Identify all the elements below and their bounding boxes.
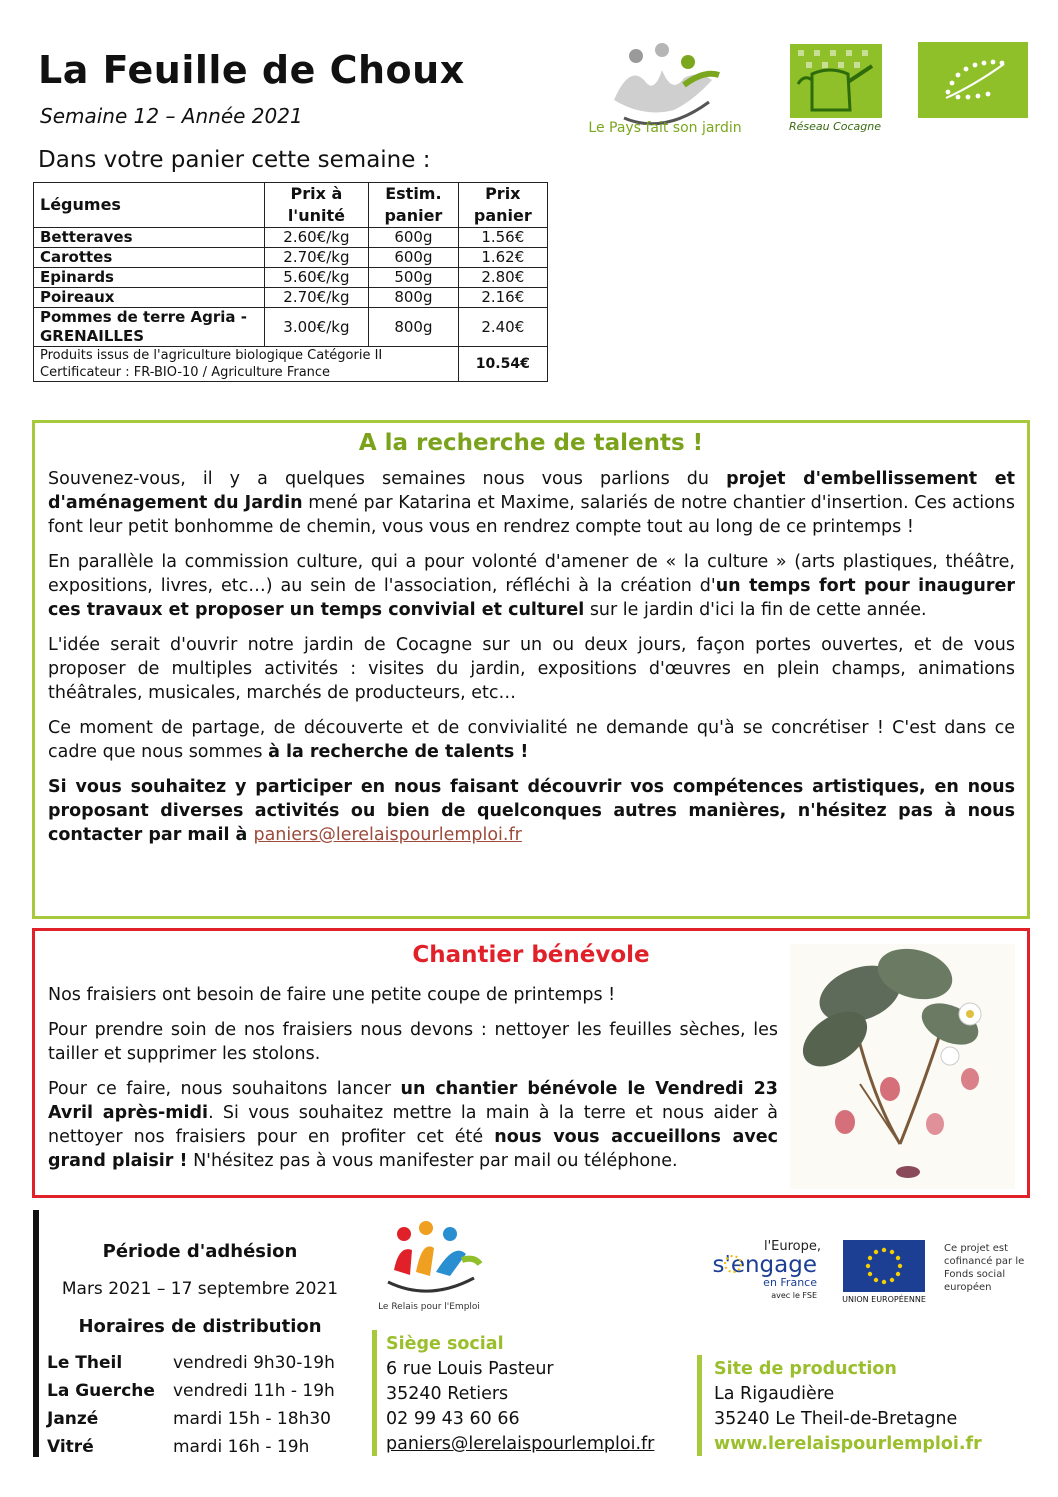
head-office-phone: 02 99 43 60 66 xyxy=(386,1409,520,1429)
eu-label: UNION EUROPÉENNE xyxy=(842,1295,926,1304)
chantier-paragraph-1: Nos fraisiers ont besoin de faire une petite coupe de printemps ! xyxy=(48,985,616,1005)
text-run-bold: projet d'embellissement et d'aménagement du Jardin xyxy=(48,469,1016,513)
schedule-time: vendredi 11h - 19h xyxy=(173,1381,335,1401)
table-header: Prix panier xyxy=(458,183,547,228)
table-row xyxy=(34,268,548,288)
basket-price: 1.62€ xyxy=(458,248,547,268)
unit-price: 2.70€/kg xyxy=(264,248,369,268)
schedule-place: La Guerche xyxy=(47,1381,155,1401)
table-header-row xyxy=(34,183,548,228)
table-header: Prix à l'unité xyxy=(264,183,369,228)
table-footer-row xyxy=(34,347,548,382)
eu-flag-icon xyxy=(843,1240,925,1292)
production-site-title: Site de production xyxy=(714,1359,897,1379)
unit-price: 5.60€/kg xyxy=(264,268,369,288)
europe-engage-line2: s'engage xyxy=(712,1252,817,1278)
week-subtitle: Semaine 12 – Année 2021 xyxy=(40,104,303,128)
schedule-row xyxy=(47,1349,335,1377)
text-run: En parallèle la commission culture, qui a pour volonté d'amener de « la culture » (arts plastiques, théâtre, expositions, livres, etc…) au sein de l'association, réfléchi à la création d' xyxy=(48,552,1015,596)
chantier-paragraph-3 xyxy=(48,1077,778,1173)
text-run-bold: nous vous accueillons avec grand plaisir ! xyxy=(48,1127,778,1171)
production-site-place: La Rigaudière xyxy=(714,1384,835,1404)
schedule-time: mardi 15h - 18h30 xyxy=(173,1409,331,1429)
europe-engage-line3: en France xyxy=(763,1276,817,1289)
talents-text xyxy=(48,467,1015,858)
schedule-row xyxy=(47,1405,335,1433)
page-title: La Feuille de Choux xyxy=(38,48,465,92)
talents-paragraph-3: L'idée serait d'ouvrir notre jardin de Cocagne sur un ou deux jours, façon portes ouvertes, et de vous proposer de multiples activités : visites du jardin, expositions d'œuvres en plein champs, animations théâtrales, musicales, marchés de producteurs, etc… xyxy=(48,635,1015,703)
schedule-place: Vitré xyxy=(47,1437,94,1457)
certification-note-line1: Produits issus de l'agriculture biologique Catégorie II xyxy=(40,348,383,363)
head-office-address xyxy=(386,1332,654,1457)
contact-email-link[interactable]: paniers@lerelaispourlemploi.fr xyxy=(253,825,522,845)
text-run: N'hésitez pas à vous manifester par mail ou téléphone. xyxy=(187,1151,678,1171)
pays-jardin-caption: Le Pays fait son jardin xyxy=(588,120,742,136)
vegetable-name: Carottes xyxy=(34,248,265,268)
text-run: Pour ce faire, nous souhaitons lancer xyxy=(48,1079,401,1099)
distribution-hours-title: Horaires de distribution xyxy=(78,1316,322,1337)
footer-divider xyxy=(33,1210,39,1457)
head-office-title: Siège social xyxy=(386,1334,504,1354)
table-header: Estim. panier xyxy=(369,183,458,228)
text-run: . Si vous souhaitez mettre la main à la terre et nous aider à nettoyer nos fraisiers pour en profiter cet été xyxy=(48,1103,778,1147)
text-run-bold: un temps fort pour inaugurer ces travaux et proposer un temps convivial et culturel xyxy=(48,576,1015,620)
schedule-place: Le Theil xyxy=(47,1353,123,1373)
talents-title: A la recherche de talents ! xyxy=(358,430,704,456)
talents-paragraph-4 xyxy=(48,716,1015,764)
talents-paragraph-1 xyxy=(48,467,1015,539)
table-header: Légumes xyxy=(34,183,265,228)
chantier-paragraph-2: Pour prendre soin de nos fraisiers nous devons : nettoyer les feuilles sèches, les tailler et supprimer les stolons. xyxy=(48,1020,778,1064)
text-run-bold: Si vous souhaitez y participer en nous faisant découvrir vos compétences artistiques, en nous proposant diverses activités ou bien de quelconques autres manières, n'hésitez pas à nous contacter par mail à xyxy=(48,777,1015,845)
reseau-cocagne-caption: Réseau Cocagne xyxy=(788,120,882,133)
distribution-schedule xyxy=(47,1349,335,1461)
head-office-street: 6 rue Louis Pasteur xyxy=(386,1359,554,1379)
certification-note xyxy=(34,347,459,382)
schedule-row xyxy=(47,1433,335,1461)
production-site-city: 35240 Le Theil-de-Bretagne xyxy=(714,1409,958,1429)
europe-engage-line1: l'Europe, xyxy=(763,1239,821,1254)
estimate: 600g xyxy=(369,228,458,248)
text-run: sur le jardin d'ici la fin de cette année. xyxy=(584,600,927,620)
unit-price: 3.00€/kg xyxy=(264,308,369,347)
estimate: 600g xyxy=(369,248,458,268)
eu-cofinancing-note: Ce projet est cofinancé par le Fonds social européen xyxy=(944,1243,1025,1293)
schedule-place: Janzé xyxy=(47,1409,99,1429)
talents-paragraph-5 xyxy=(48,775,1015,847)
relais-emploi-logo xyxy=(374,1220,484,1306)
eu-organic-logo xyxy=(918,42,1028,118)
talents-paragraph-2 xyxy=(48,550,1015,622)
membership-period-title: Période d'adhésion xyxy=(102,1241,298,1262)
table-row xyxy=(34,228,548,248)
table-row xyxy=(34,248,548,268)
chantier-text xyxy=(48,983,778,1184)
unit-price: 2.60€/kg xyxy=(264,228,369,248)
estimate: 800g xyxy=(369,308,458,347)
address-divider xyxy=(697,1355,702,1456)
text-run-bold: à la recherche de talents ! xyxy=(268,742,529,762)
basket-total: 10.54€ xyxy=(458,347,547,382)
chantier-title: Chantier bénévole xyxy=(412,942,650,968)
text-run: Souvenez-vous, il y a quelques semaines nous vous parlions du xyxy=(48,469,727,489)
address-divider xyxy=(372,1330,377,1456)
text-run: mené par Katarina et Maxime, salariés de notre chantier d'insertion. Ces actions font leur petit bonhomme de chemin, vous vous en rendrez compte tout au long de ce printemps ! xyxy=(48,493,1015,537)
vegetable-name: Poireaux xyxy=(34,288,265,308)
estimate: 500g xyxy=(369,268,458,288)
europe-engage-line4: avec le FSE xyxy=(771,1291,817,1300)
basket-heading: Dans votre panier cette semaine : xyxy=(38,147,431,173)
head-office-city: 35240 Retiers xyxy=(386,1384,509,1404)
basket-price: 2.80€ xyxy=(458,268,547,288)
vegetable-name: Epinards xyxy=(34,268,265,288)
table-row xyxy=(34,308,548,347)
basket-price: 2.40€ xyxy=(458,308,547,347)
unit-price: 2.70€/kg xyxy=(264,288,369,308)
europe-engage-logo xyxy=(705,1238,823,1302)
text-run: Ce moment de partage, de découverte et de convivialité ne demande qu'à se concrétiser ! C'est dans ce cadre que nous sommes xyxy=(48,718,1015,762)
table-row xyxy=(34,288,548,308)
website-link[interactable]: www.lerelaispourlemploi.fr xyxy=(714,1434,982,1454)
production-site-address xyxy=(714,1357,982,1457)
text-run-bold: un chantier bénévole le Vendredi 23 Avril après-midi xyxy=(48,1079,778,1123)
talents-section xyxy=(32,420,1030,919)
head-office-email-link[interactable]: paniers@lerelaispourlemploi.fr xyxy=(386,1434,655,1454)
basket-price: 2.16€ xyxy=(458,288,547,308)
membership-period: Mars 2021 – 17 septembre 2021 xyxy=(61,1279,339,1299)
basket-table xyxy=(33,182,548,382)
schedule-time: mardi 16h - 19h xyxy=(173,1437,310,1457)
strawberry-plant-illustration xyxy=(790,944,1015,1189)
schedule-time: vendredi 9h30-19h xyxy=(173,1353,335,1373)
relais-emploi-caption: Le Relais pour l'Emploi xyxy=(378,1302,480,1312)
vegetable-name: Betteraves xyxy=(34,228,265,248)
schedule-row xyxy=(47,1377,335,1405)
estimate: 800g xyxy=(369,288,458,308)
basket-price: 1.56€ xyxy=(458,228,547,248)
certification-note-line2: Certificateur : FR-BIO-10 / Agriculture France xyxy=(40,365,331,380)
vegetable-name: Pommes de terre Agria - GRENAILLES xyxy=(34,308,265,347)
